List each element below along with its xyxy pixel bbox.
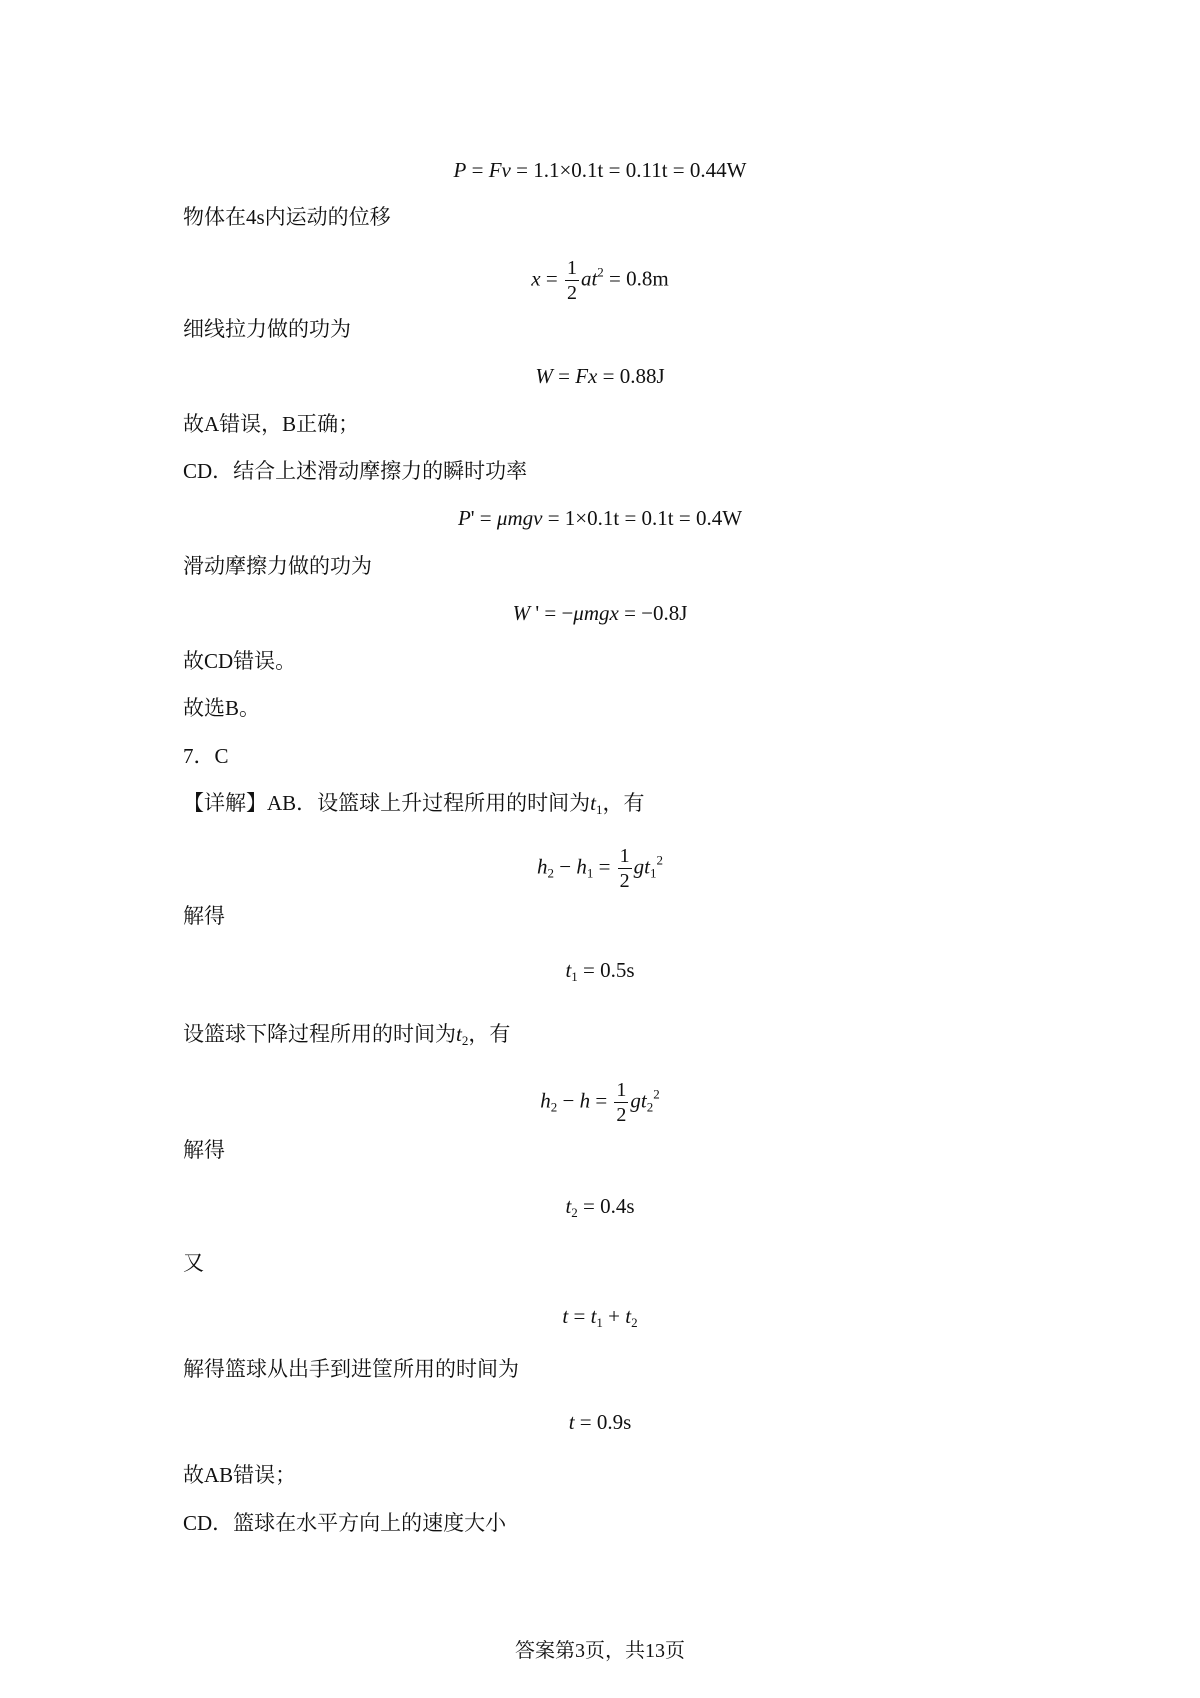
question-answer: 7．C (183, 744, 229, 768)
equation-work: W = Fx = 0.88J (535, 364, 665, 388)
text-line: 故选B。 (183, 696, 261, 720)
text-line: 故AB错误； (183, 1463, 297, 1487)
text-line: 滑动摩擦力做的功为 (183, 554, 372, 578)
equation-displacement: x = $\frac{1}{2}$ $at^2 = 0.8m$ (531, 257, 669, 304)
text-line: 解得 (183, 904, 225, 928)
text-line: 又 (183, 1251, 204, 1275)
text-line: CD．篮球在水平方向上的速度大小 (183, 1511, 507, 1535)
page-footer: 答案第3页，共13页 (515, 1640, 685, 1662)
equation-t: t = 0.9s (568, 1410, 632, 1434)
equation-total-time: $t = t_1 + t_2$ (562, 1304, 638, 1330)
equation-t2: $t_2 = 0.4s$ (565, 1194, 635, 1220)
text-line: 解得篮球从出手到进筐所用的时间为 (183, 1357, 519, 1381)
equation-friction-work: W ' = −μmgx = −0.8J (512, 601, 688, 625)
text-line: 故CD错误。 (183, 649, 297, 673)
text-line: 故A错误，B正确； (183, 412, 360, 436)
text-line: 细线拉力做的功为 (183, 317, 351, 341)
equation-power: P = Fv = 1.1×0.1t = 0.11t = 0.44W (453, 158, 747, 182)
equation-rise: $h_2 - h_1$ = $\frac{1}{2}$ $gt_1^2$ (536, 845, 664, 892)
text-line: 设篮球下降过程所用的时间为$t_2$，有 (183, 1022, 511, 1048)
equation-friction-power: P' = μmgv = 1×0.1t = 0.1t = 0.4W (457, 506, 743, 530)
text-line: 【详解】AB．设篮球上升过程所用的时间为$t_1$，有 (183, 791, 645, 817)
equation-fall: $h_2 - h$ = $\frac{1}{2}$ $gt_2^2$ (540, 1079, 660, 1126)
equation-t1: $t_1 = 0.5s$ (565, 958, 635, 984)
text-line: 解得 (183, 1138, 225, 1162)
text-line: 物体在4s内运动的位移 (183, 205, 391, 229)
text-line: CD．结合上述滑动摩擦力的瞬时功率 (183, 459, 528, 483)
